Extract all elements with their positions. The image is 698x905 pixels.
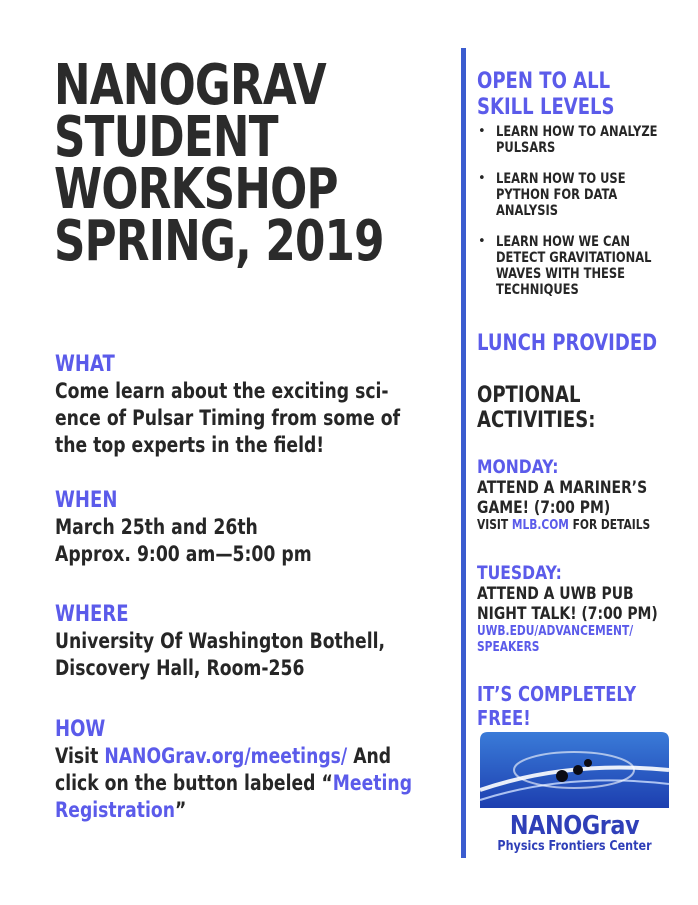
what-line: Come learn about the exciting sci- (55, 379, 389, 403)
when-section (55, 488, 445, 568)
what-heading: WHAT (55, 352, 115, 377)
tuesday-text: ATTEND A UWB PUB NIGHT TALK! (7:00 PM) (477, 584, 658, 624)
tuesday-section (477, 562, 677, 656)
skill-heading-line: OPEN TO ALL (477, 69, 611, 94)
when-line: March 25th and 26th (55, 515, 258, 539)
bullet-icon: • (478, 234, 486, 249)
title-line-1: NANOGRAV (54, 53, 326, 118)
bullet-icon: • (478, 171, 486, 186)
free-line: FREE! (477, 706, 531, 730)
skills-list (476, 124, 676, 313)
uwb-link-cont[interactable]: SPEAKERS (477, 640, 540, 655)
monday-text: ATTEND A MARINER’S GAME! (7:00 PM) (477, 478, 648, 518)
lunch-heading (477, 331, 677, 357)
bullet-text: LEARN HOW TO ANALYZE PULSARS (496, 124, 658, 156)
list-item (476, 124, 676, 156)
what-line: ence of Pulsar Timing from some of (55, 406, 401, 430)
meetings-link[interactable]: NANOGrav.org/meetings/ (104, 744, 348, 768)
how-text-mid: And (347, 744, 392, 768)
logo-wordmark: NANOGrav (509, 811, 640, 841)
bullet-text: LEARN HOW TO USE PYTHON FOR DATA ANALYSIS (496, 171, 626, 219)
free-heading (477, 682, 677, 730)
how-text (55, 743, 440, 824)
title-line-4: SPRING, 2019 (54, 209, 384, 274)
monday-visit-pre: VISIT (477, 518, 512, 533)
monday-visit-post: FOR DETAILS (568, 518, 651, 533)
optional-line: ACTIVITIES: (477, 408, 596, 433)
free-line: IT’S COMPLETELY (477, 682, 637, 706)
workshop-title (54, 53, 384, 274)
optional-line: OPTIONAL (477, 383, 581, 408)
lunch-text: LUNCH PROVIDED (477, 331, 658, 356)
when-heading: WHEN (55, 488, 118, 513)
list-item (476, 171, 676, 219)
bullet-text: LEARN HOW WE CAN DETECT GRAVITATIONAL WAVES WITH THESE TECHNIQUES (496, 234, 652, 298)
skill-levels-heading (477, 69, 677, 121)
meeting-registration-label-2[interactable]: Registration (55, 798, 175, 822)
what-line: the top experts in the field! (55, 433, 325, 457)
when-line: Approx. 9:00 am—5:00 pm (55, 542, 312, 566)
where-line: Discovery Hall, Room-256 (55, 656, 305, 680)
tuesday-heading: TUESDAY: (477, 562, 562, 584)
how-text-line2: click on the button labeled “ (55, 771, 333, 795)
where-text (55, 628, 440, 682)
where-line: University Of Washington Bothell, (55, 629, 386, 653)
how-heading: HOW (55, 717, 106, 742)
what-section (55, 352, 445, 459)
title-line-2: STUDENT (54, 105, 278, 170)
skill-heading-line: SKILL LEVELS (477, 95, 615, 120)
when-text (55, 514, 440, 568)
how-text-pre: Visit (55, 744, 105, 768)
where-heading: WHERE (55, 602, 129, 627)
meeting-registration-label-1[interactable]: Meeting (332, 771, 413, 795)
sidebar-divider (461, 48, 466, 858)
nanograv-logo (478, 730, 671, 856)
how-section (55, 717, 445, 824)
optional-heading (477, 383, 677, 433)
title-line-3: WORKSHOP (54, 157, 338, 222)
uwb-link[interactable]: UWB.EDU/ADVANCEMENT/ (477, 624, 634, 639)
logo-tagline: Physics Frontiers Center (497, 839, 652, 854)
how-text-post: ” (174, 798, 187, 822)
bullet-icon: • (478, 124, 486, 139)
where-section (55, 602, 445, 682)
mlb-link[interactable]: MLB.COM (511, 518, 569, 533)
monday-section (477, 456, 677, 534)
what-text (55, 378, 440, 459)
monday-heading: MONDAY: (477, 456, 559, 478)
list-item (476, 234, 676, 298)
